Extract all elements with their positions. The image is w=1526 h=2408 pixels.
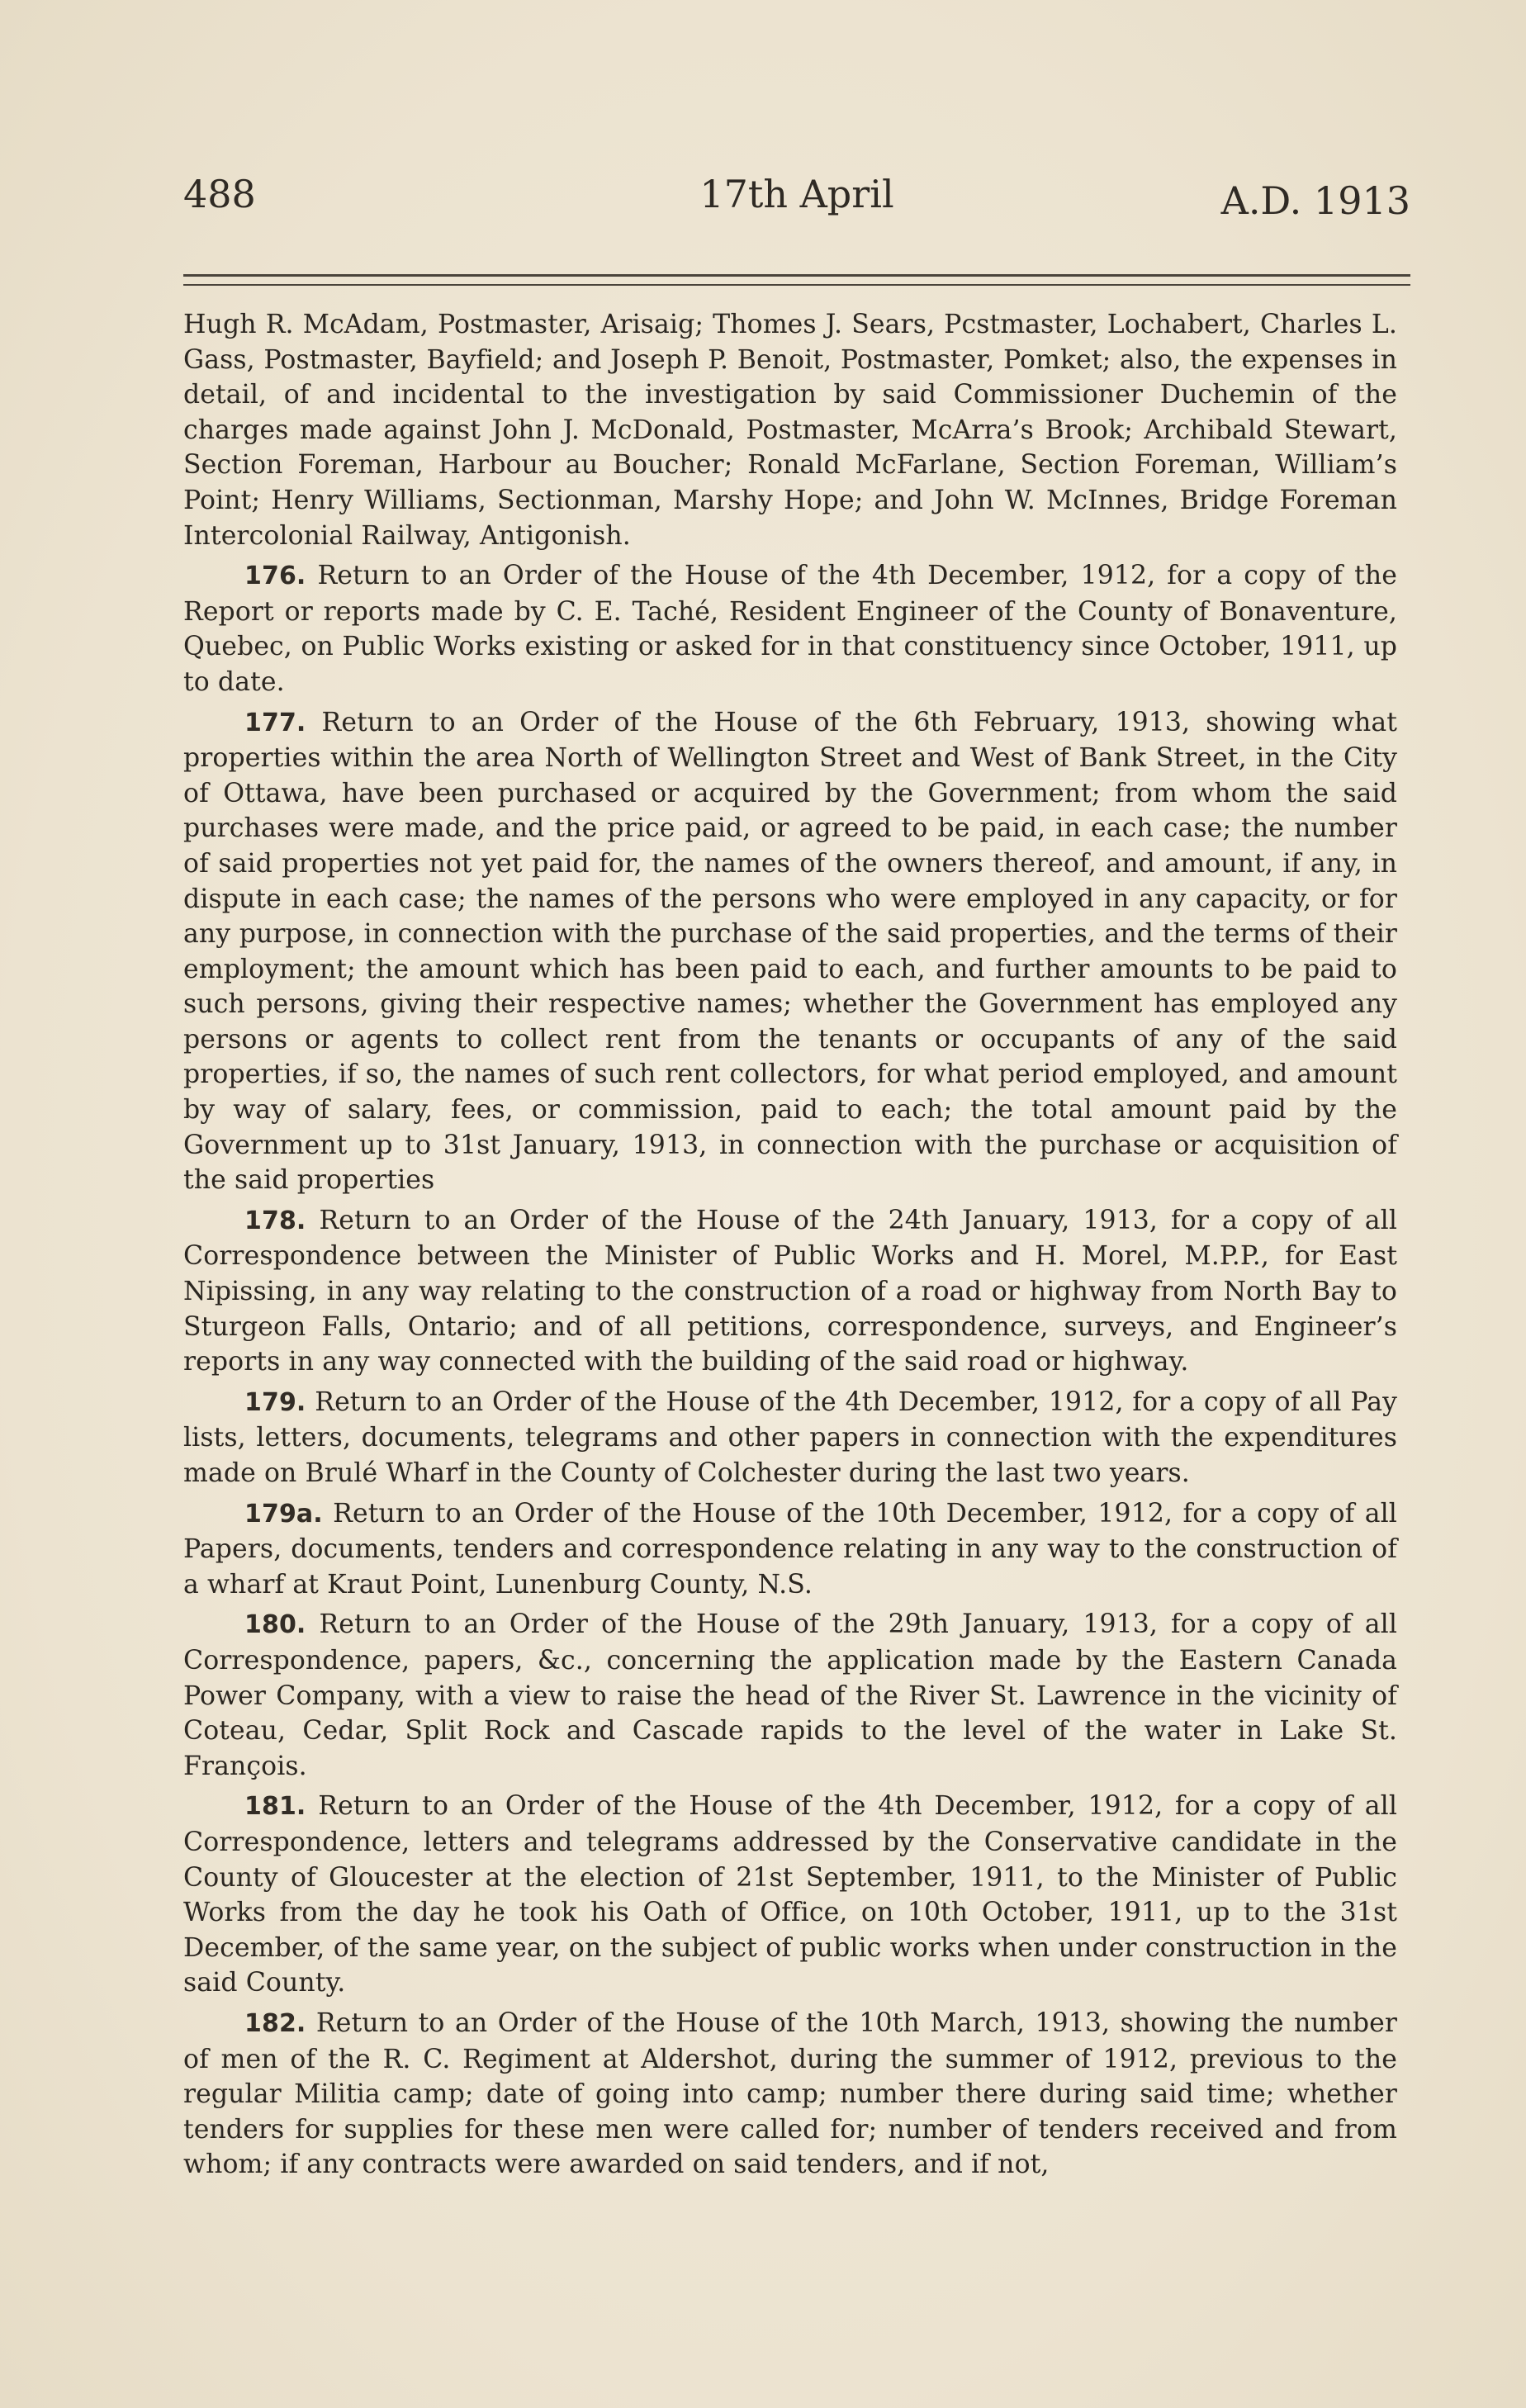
page-number: 488: [183, 172, 256, 216]
item-176: [183, 558, 1397, 699]
item-number: 179.: [244, 1387, 306, 1417]
item-179a: [183, 1496, 1397, 1603]
item-text: Return to an Order of the House of the 4th December, 1912, for a copy of all Correspondence, letters and telegrams addressed by the Conservative candidate in the County of Gloucester at the election of 21st September, 1911, to the Minister of Public Works from the day he took his Oath of Office, on 10th October, 1911, up to the 31st December, of the same year, on the subject of public works when under construction in the said County.: [183, 1791, 1397, 1998]
item-181: [183, 1789, 1397, 2001]
header-rule-top: [183, 274, 1410, 277]
item-182: [183, 2006, 1397, 2183]
item-177: [183, 705, 1397, 1198]
item-text: Return to an Order of the House of the 6th February, 1913, showing what properties within the area North of Wellington Street and West of Bank Street, in the City of Ottawa, have been purchased or acquired by the Government; from whom the said purchases were made, and the price paid, or agreed to be paid, in each case; the number of said properties not yet paid for, the names of the owners thereof, and amount, if any, in dispute in each case; the names of the persons who were employed in any capacity, or for any purpose, in connection with the purchase of the said properties, and the terms of their employment; the amount which has been paid to each, and further amounts to be paid to such persons, giving their respective names; whether the Government has employed any persons or agents to collect rent from the tenants or occupants of any of the said properties, if so, the names of such rent collectors, for what period employed, and amount by way of salary, fees, or commission, paid to each; the total amount paid by the Government up to 31st January, 1913, in connection with the purchase or acquisition of the said properties: [183, 707, 1397, 1196]
header-rule-bottom: [183, 284, 1410, 286]
item-number: 176.: [244, 562, 306, 591]
item-number: 180.: [244, 1610, 306, 1640]
header-date: 17th April: [699, 172, 894, 216]
item-number: 177.: [244, 708, 306, 737]
header-year: A.D. 1913: [1220, 178, 1410, 223]
item-180: [183, 1607, 1397, 1784]
running-header: [183, 172, 1410, 230]
opening-paragraph: Hugh R. McAdam, Postmaster, Arisaig; Thomes J. Sears, Pcstmaster, Lochabert, Charles L. Gass, Postmaster, Bayfield; and Joseph P. Benoit, Postmaster, Pomket; also, the expenses in detail, of and incidental to the investigation by said Commissioner Duchemin of the charges made against John J. McDonald, Postmaster, McArra’s Brook; Archibald Stewart, Section Foreman, Harbour au Boucher; Ronald McFarlane, Section Foreman, William’s Point; Henry Williams, Sectionman, Marshy Hope; and John W. McInnes, Bridge Foreman Intercolonial Railway, Antigonish.: [183, 310, 1397, 551]
item-text: Return to an Order of the House of the 29th January, 1913, for a copy of all Correspondence, papers, &c., concerning the application made by the Eastern Canada Power Company, with a view to raise the head of the River St. Lawrence in the vicinity of Coteau, Cedar, Split Rock and Cascade rapids to the level of the water in Lake St. François.: [183, 1609, 1397, 1781]
item-number: 178.: [244, 1206, 306, 1235]
item-text: Return to an Order of the House of the 4th December, 1912, for a copy of all Pay lists, letters, documents, telegrams and other papers in connection with the expenditures made on Brulé Wharf in the County of Colchester during the last two years.: [183, 1386, 1397, 1488]
item-number: 182.: [244, 2008, 306, 2038]
item-text: Return to an Order of the House of the 24th January, 1913, for a copy of all Correspondence between the Minister of Public Works and H. Morel, M.P.P., for East Nipissing, in any way relating to the construction of a road or highway from North Bay to Sturgeon Falls, Ontario; and of all petitions, correspondence, surveys, and Engineer’s reports in any way connected with the building of the said road or highway.: [183, 1205, 1397, 1377]
item-text: Return to an Order of the House of the 10th December, 1912, for a copy of all Papers, documents, tenders and correspondence relating in any way to the construction of a wharf at Kraut Point, Lunenburg County, N.S.: [183, 1498, 1397, 1600]
item-text: Return to an Order of the House of the 4th December, 1912, for a copy of the Report or reports made by C. E. Taché, Resident Engineer of the County of Bonaventure, Quebec, on Public Works existing or asked for in that constituency since October, 1911, up to date.: [183, 561, 1397, 697]
item-number: 179a.: [244, 1499, 323, 1529]
item-text: Return to an Order of the House of the 10th March, 1913, showing the number of men of the R. C. Regiment at Aldershot, during the summer of 1912, previous to the regular Militia camp; date of going into camp; number there during said time; whether tenders for supplies for these men were called for; number of tenders received and from whom; if any contracts were awarded on said tenders, and if not,: [183, 2007, 1397, 2180]
item-number: 181.: [244, 1792, 306, 1822]
item-179: [183, 1385, 1397, 1491]
item-178: [183, 1203, 1397, 1380]
body-text: [183, 307, 1397, 2188]
